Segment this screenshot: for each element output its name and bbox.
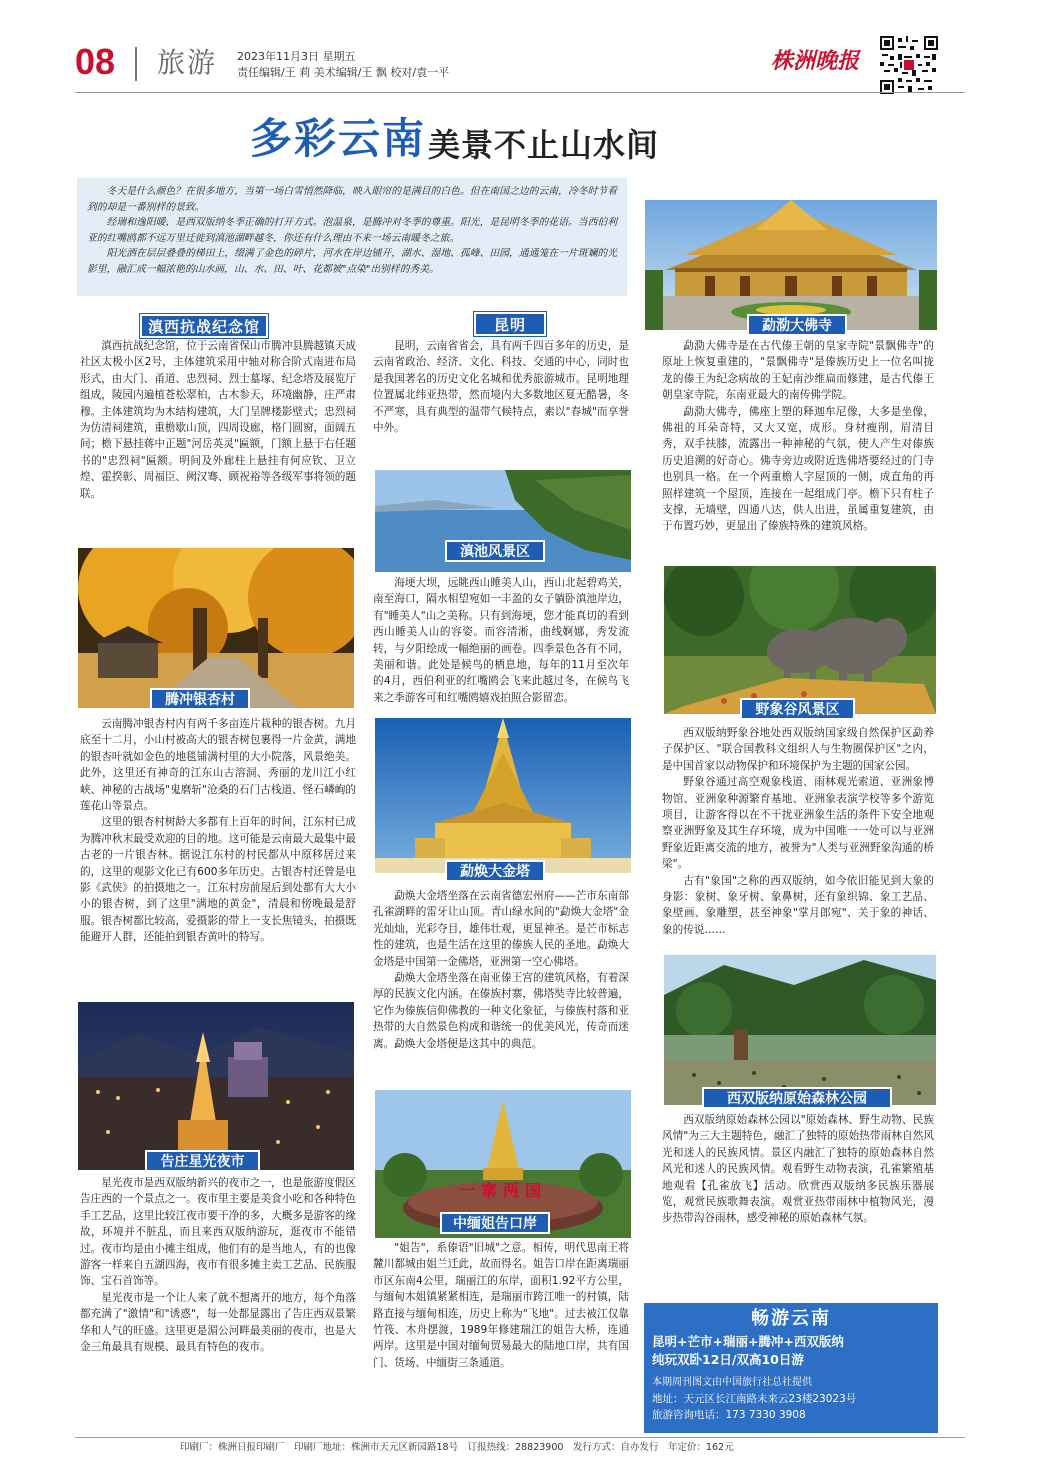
- zhongmian-paragraph: "姐告"，系傣语"旧城"之意。相传，明代思南王将麓川都城由姐兰迁此，故而得名。姐告口岸在距离瑞丽市区东南4公里，瑞丽江的东岸，面积1.92平方公里，与缅甸木姐镇紧紧相连，是瑞丽市跨江唯一的村镇，陆路直接与缅甸相连，历史上称为"飞地"。过去被江仅靠竹筏、木舟摆渡，1989年修建瑞江的姐告大桥，连通两岸。这里是中国对缅甸贸易最大的陆地口岸，共有国门、货场、中缅街三条通道。: [373, 1242, 629, 1369]
- tengchong-text: [80, 716, 356, 946]
- page-number: 08: [75, 41, 116, 82]
- ad-address: 地址：天元区长江南路未来云23楼23023号: [652, 1393, 857, 1405]
- qr-code[interactable]: [880, 36, 938, 94]
- dianxi-paragraph: 滇西抗战纪念馆，位于云南省保山市腾冲县腾越镇天成社区太极小区2号，主体建筑采用中轴对称合阶式南进布局形式，由大门、甬道、忠烈祠、烈士墓塚、纪念塔及展览厅组成，陵园内遍植苍松翠柏，古木参天，环境幽静，庄严肃穆。主体建筑均为木结构建筑，大门呈牌楼影壁式；忠烈祠为仿清祠建筑，重檐歇山顶，四周设廊，格门圆窗，面阔五间；檐下悬挂蒋中正题"河岳英灵"匾额，门额上悬于右任题书的"忠烈祠"匾额。明间及外廊柱上悬挂有何应钦、卫立煌、霍揆彰、周福臣、阙汉骞、顾祝裕等各级军事将领的题联。: [80, 340, 356, 500]
- intro-paragraph: 冬天是什么颜色？在很多地方，当第一场白雪悄然降临，映入眼帘的是满目的白色。但在南国之边的云南，冷冬时节看到的却是一番别样的景致。: [87, 186, 617, 213]
- intro-box: [77, 178, 627, 296]
- page-header: [75, 30, 965, 94]
- gaozhuang-paragraph: 星光夜市是一个让人来了就不想离开的地方，每个角落都充满了"激情"和"诱惑"，每一处都显露出了告庄西双景繁华和人气的旺盛。这里更是湄公河畔最美丽的夜市，也是大金三角最具有规模、最具有特色的夜市。: [80, 1291, 356, 1354]
- dianchi-text: [373, 575, 629, 706]
- footer-info: 印刷厂：株洲日报印刷厂 印刷厂地址：株洲市天元区新园路18号 订报热线：28823900 发行方式：自办发行 年定价：162元: [180, 1442, 734, 1453]
- footer-rule: [75, 1437, 965, 1438]
- qr-code-icon: [880, 36, 938, 94]
- issue-date: 2023年11月3日 星期五: [237, 50, 356, 63]
- intro-paragraph: 经瑞和逸阳暖，是西双版纳冬季正确的打开方式。泡温泉，是腾冲对冬季的尊重。阳光，是昆明冬季的花语。当西伯利亚的红嘴鸥都不远万里迁徙到滇池湖畔越冬，你还有什么理由不来一场云南暖冬之旅。: [87, 217, 617, 244]
- mengla-text: [662, 338, 934, 535]
- header-divider: [135, 47, 137, 81]
- tengchong-ginkgo-photo: [78, 548, 354, 708]
- dianxi-text: [80, 338, 356, 502]
- intro-paragraph: 阳光洒在层层叠叠的梯田上，缀满了金色的碎片，河水在岸边铺开，湖水、湿地、孤峰、田园，通通笼在一片斑斓的光影里，融汇成一幅浓艳的山水画，山、水、田、叶、花都被"点染"出别样的秀美。: [87, 248, 617, 275]
- section-title-kunming: 昆明: [474, 312, 546, 336]
- section-title-gaozhuang: 告庄星光夜市: [145, 1150, 260, 1172]
- yexianggu-paragraph: 西双版纳野象谷地处西双版纳国家级自然保护区勐养子保护区、"联合国教科文组织人与生物圈保护区"之内，是中国首家以动物保护和环境保护为主题的国家公园。: [662, 727, 934, 772]
- yexianggu-paragraph: 野象谷通过高空观象栈道、雨林观光索道、亚洲象博物馆、亚洲象种源繁育基地、亚洲象表演学校等多个游览项目，让游客得以在不干扰亚洲象生活的条件下安全地观察亚洲野象及其生存环境，成为中国唯一一处可以与亚洲野象近距离交流的地方，被誉为"人类与亚洲野象沟通的桥梁"。: [662, 776, 934, 871]
- yuanshi-paragraph: 西双版纳原始森林公园以"原始森林、野生动物、民族风情"为三大主题特色，融汇了独特的原始热带雨林自然风光和迷人的民族风情。景区内融汇了独特的原始森林自然风光和迷人的民族风情。观看野生动物表演，孔雀繁殖基地观看【孔雀放飞】活动。欣赏西双版纳多民族乐器展览，观赏民族歌舞表演。观赏亚热带雨林中植物风光，漫步热带沟谷雨林，感受神秘的原始森林气氛。: [662, 1114, 934, 1225]
- menghuan-text: [373, 888, 629, 1052]
- ad-route: 昆明+芒市+瑞丽+腾冲+西双版纳: [652, 1334, 844, 1349]
- header-rule: [75, 92, 965, 93]
- section-title-tengchong: 腾冲银杏村: [150, 688, 250, 710]
- tengchong-paragraph: 云南腾冲银杏村内有两千多亩连片栽种的银杏树。九月底至十二月，小山村被高大的银杏树包裹得一片金黄，满地的银杏叶就如金色的地毯铺满村里的大小院落，风景绝美。此外，这里还有神奇的江东山古溶洞、秀丽的龙川江小红峡、神秘的古战场"鬼磨斩"沧桑的石门古栈道、怪石嶙峋的莲花山等景点。: [80, 718, 356, 813]
- section-title-zhongmian: 中缅姐告口岸: [440, 1212, 550, 1234]
- mengla-paragraph: 勐泐大佛寺，佛座上塑的释迦牟尼像，大多是坐像，佛祖的耳朵奇特，又大又宽，成形。身材瘦削，眉清目秀，双手扶膝，流露出一种神秘的气氛，使人产生对傣族历史追溯的好奇心。佛寺旁边或附近选佛塔要经过的门寺也别具一格。在一个两重檐人字屋顶的一侧，成直角的再照样建筑一个屋顶，连接在一起组成门亭。檐下只有柱子支撑，无墙壁，四通八达，供人出进，虽属重复建筑，由于布置巧妙，更显出了傣族特殊的建筑风格。: [662, 405, 934, 533]
- dianchi-paragraph: 海埂大坝，远眺西山睡美人山，西山北起碧鸡关，南至海口，隔水相望宛如一丰盈的女子躺卧滇池岸边，有"睡美人"山之美称。只有到海埂，您才能真切的看到西山睡美人山的容姿。而容清淅，曲线婀娜，秀发流转，与夕阳绘成一幅绝丽的画卷。四季景色各有不同，美丽和谐。此处是候鸟的栖息地，每年的11月至次年的4月，西伯利亚的红嘴鸥会飞来此越过冬，在候鸟飞来之季游客可和红嘴鸥嬉戏拍照合影留恋。: [373, 577, 629, 704]
- kunming-text: [373, 338, 629, 436]
- gaozhuang-text: [80, 1175, 356, 1355]
- menghuan-paragraph: 勐焕大金塔坐落在云南省德宏州府——芒市东南部孔雀湖畔的雷牙让山顶。青山绿水间的"勐焕大金塔"金光灿灿，光彩夺目，雄伟壮观，更显神圣。是芒市标志性的建筑，也是生活在这里的傣族人民的圣地。勐焕大金塔是中国第一金佛塔，亚洲第一空心佛塔。: [373, 890, 629, 968]
- yuanshi-text: [662, 1112, 934, 1227]
- yexianggu-text: [662, 725, 934, 938]
- ad-tour: 纯玩双卧12日/双高10日游: [652, 1352, 804, 1367]
- section-title-dianchi: 滇池风景区: [445, 540, 545, 562]
- travel-ad[interactable]: [644, 1303, 938, 1433]
- headline-sub: 美景不止山水间: [428, 126, 660, 164]
- zhongmian-text: [373, 1240, 629, 1371]
- yexianggu-paragraph: 古有"象国"之称的西双版纳，如今依旧能见到大象的身影：象树、象牙树、象鼻树，还有象织锦、象工艺品、象壁画、象雕塑，甚至神象"掌月郎宛"、关于象的神话、象的传说……: [662, 874, 934, 936]
- paper-logo: 株洲晚报: [770, 48, 859, 74]
- gaozhuang-paragraph: 星光夜市是西双版纳新兴的夜市之一，也是旅游度假区告庄西的一个景点之一。夜市里主要是美食小吃和各种特色手工艺品，这里比较江夜市要干净的多，大概多是游客的缘故，环境并不脏乱，而且来西双版纳游玩，逛夜市不能错过。夜市均是由小摊主组成，他们有的是当地人，有的也像游客一样来自五湖四海，夜市有很多摊主卖工艺品、民族服饰、宝石首饰等。: [80, 1177, 356, 1288]
- kunming-paragraph: 昆明，云南省省会，具有两千四百多年的历史，是云南省政治、经济、文化、科技、交通的中心，同时也是我国著名的历史文化名城和优秀旅游城市。昆明地理位置属北纬亚热带，然而境内大多数地区夏无酷暑，冬不严寒，具有典型的温带气候特点，素以"春城"而享誉中外。: [373, 340, 629, 435]
- ad-credit: 本期周刊图文由中国旅行社总社提供: [652, 1377, 812, 1388]
- section-title-mengla: 勐泐大佛寺: [747, 314, 847, 336]
- mengla-paragraph: 勐泐大佛寺是在古代傣王朝的皇家寺院"景飘佛寺"的原址上恢复重建的，"景飘佛寺"是傣族历史上一位名叫拢龙的傣王为纪念病故的王妃南沙维扁而修建，是古代傣王朝皇家寺院，东南亚最大的南传佛学院。: [662, 340, 934, 402]
- gaozhuang-night-market-photo: [78, 1002, 354, 1170]
- menghuan-paragraph: 勐焕大金塔坐落在南亚傣王宫的建筑风格，有着深厚的民族文化内涵。在傣族村寨，佛塔奘寺比较普遍，它作为傣族信仰佛教的一种文化象征，与傣族村落和亚热带的大自然景色构成和谐统一的优美风光，传奇而迷离。勐焕大金塔便是这其中的典范。: [373, 972, 629, 1050]
- section-title-menghuan: 勐焕大金塔: [445, 860, 545, 882]
- stone-inscription: 一寨两国: [458, 1181, 547, 1200]
- section-title-yuanshi: 西双版纳原始森林公园: [702, 1087, 892, 1109]
- section-title-dianxi: 滇西抗战纪念馆: [140, 314, 268, 338]
- yexianggu-elephants-photo: [664, 566, 936, 714]
- tengchong-paragraph: 这里的银杏村树龄大多都有上百年的时间，江东村已成为腾冲秋末最受欢迎的目的地。这可能是云南最大最集中最古老的一片银杏林。据说江东村的村民都从中原移居过来的，这里的观影文化已有600多年历史。古银杏村还曾是电影《武侠》的拍摄地之一。江东村房前屋后到处都有大大小小的银杏树，到了这里"满地的黄金"，清晨和傍晚最是舒服。银杏树都比较高，爱摄影的带上一支长焦镜头，拍摄既能避开人群，还能拍到银杏黄叶的特写。: [80, 816, 356, 944]
- section-name: 旅游: [157, 46, 218, 79]
- editor-credits: 责任编辑/王 莉 美术编辑/王 飘 校对/袁一平: [237, 66, 450, 79]
- ad-title: 畅游云南: [751, 1308, 831, 1329]
- yuanshi-forest-photo: [664, 955, 936, 1105]
- headline-main: 多彩云南: [250, 114, 427, 163]
- menghuan-golden-pagoda-photo: [375, 718, 631, 873]
- mengla-temple-photo: [645, 200, 937, 330]
- headline: [250, 106, 659, 166]
- section-title-yexianggu: 野象谷风景区: [740, 698, 855, 720]
- ad-phone[interactable]: 旅游咨询电话：173 7330 3908: [652, 1409, 806, 1421]
